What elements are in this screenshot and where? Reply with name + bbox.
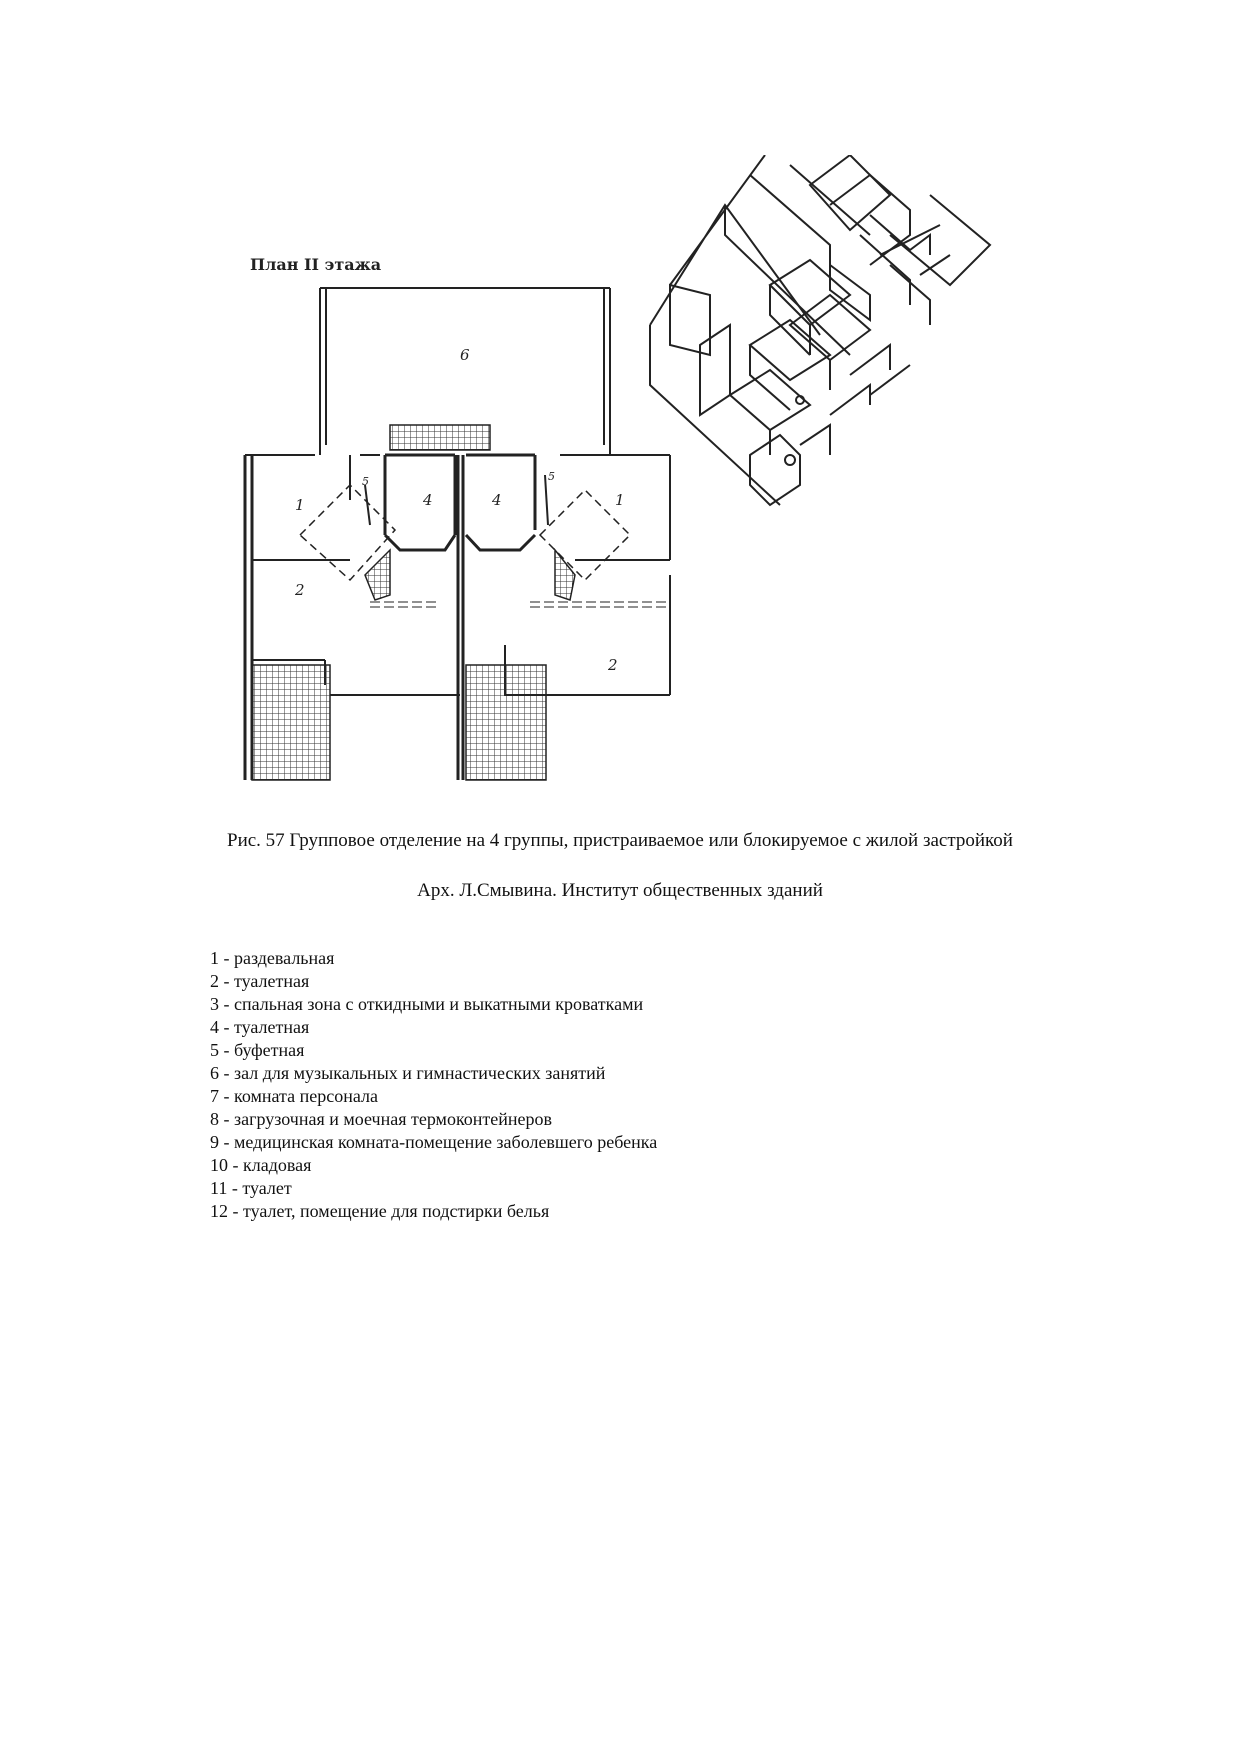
axonometric-view: [650, 155, 990, 505]
legend-item: 1 - раздевальная: [210, 948, 335, 968]
plan-title: План II этажа: [250, 255, 382, 274]
room-label-4-left: 4: [423, 491, 433, 509]
legend-item: 3 - спальная зона с откидными и выкатными кроватками: [210, 994, 644, 1014]
room-label-1-right: 1: [615, 491, 625, 509]
legend-item: 9 - медицинская комната-помещение заболевшего ребенка: [210, 1132, 658, 1152]
room-label-5-left: 5: [362, 475, 369, 488]
figure-credit: Арх. Л.Смывина. Институт общественных зданий: [417, 880, 823, 901]
figure-caption: Рис. 57 Групповое отделение на 4 группы, пристраиваемое или блокируемое с жилой застройкой: [227, 830, 1013, 851]
legend-item: 4 - туалетная: [210, 1017, 310, 1037]
room-label-2-right: 2: [608, 656, 618, 674]
room-label-5-right: 5: [548, 470, 555, 483]
legend-item: 10 - кладовая: [210, 1155, 312, 1175]
floor-plan-drawing: [230, 155, 1020, 790]
room-label-2-left: 2: [295, 581, 305, 599]
architectural-figure: [230, 155, 1020, 790]
legend-item: 7 - комната персонала: [210, 1086, 378, 1106]
room-label-1-left: 1: [295, 496, 305, 514]
legend-item: 12 - туалет, помещение для подстирки белья: [210, 1201, 550, 1221]
legend-item: 6 - зал для музыкальных и гимнастических занятий: [210, 1063, 606, 1083]
legend-item: 8 - загрузочная и моечная термоконтейнеров: [210, 1109, 553, 1129]
legend-item: 2 - туалетная: [210, 971, 310, 991]
legend-item: 5 - буфетная: [210, 1040, 305, 1060]
legend-list: [210, 947, 657, 1223]
room-label-4-right: 4: [492, 491, 502, 509]
room-label-6: 6: [460, 346, 470, 364]
legend-item: 11 - туалет: [210, 1178, 292, 1198]
